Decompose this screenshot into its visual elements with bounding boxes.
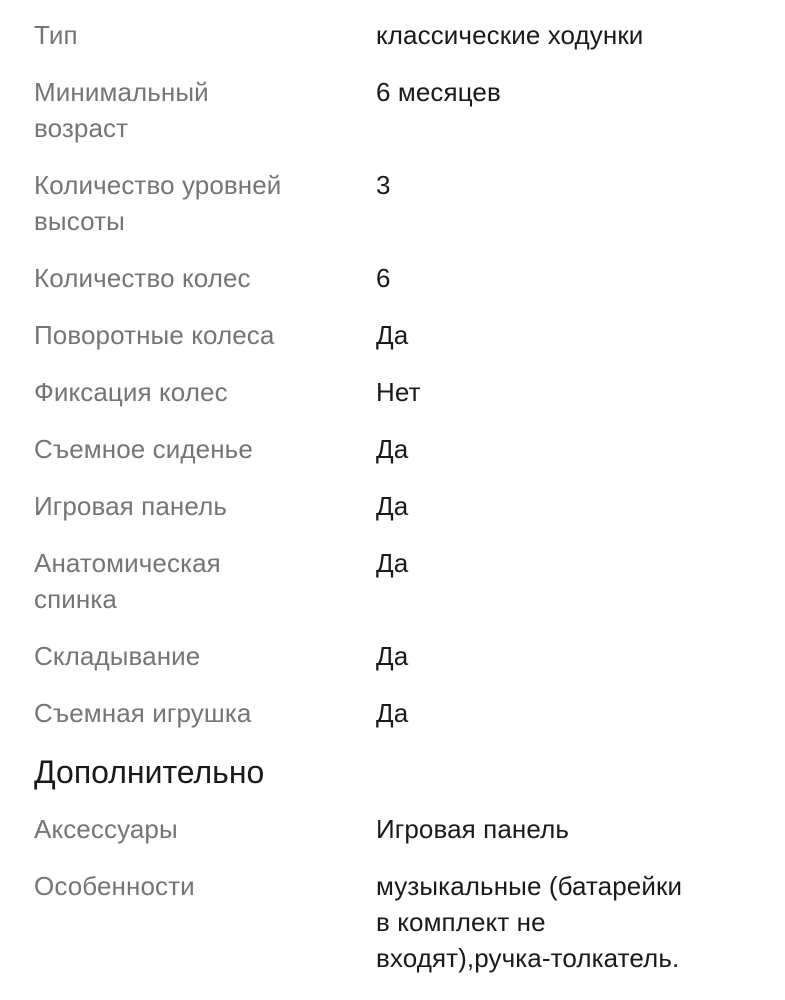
spec-row xyxy=(34,488,754,524)
spec-label: Поворотные колеса xyxy=(34,320,275,350)
spec-value: Да xyxy=(376,434,409,464)
spec-label: Количество уровней высоты xyxy=(34,170,282,236)
spec-row xyxy=(34,317,754,353)
spec-row xyxy=(34,545,754,617)
spec-value: 6 месяцев xyxy=(376,77,501,107)
spec-label: Фиксация колес xyxy=(34,377,228,407)
spec-row xyxy=(34,638,754,674)
spec-row xyxy=(34,811,754,847)
spec-label: Количество колес xyxy=(34,263,251,293)
spec-row xyxy=(34,695,754,731)
spec-row xyxy=(34,17,754,53)
section-title-additional: Дополнительно xyxy=(34,754,265,790)
spec-value: Да xyxy=(376,641,409,671)
spec-value: Игровая панель xyxy=(376,814,569,844)
spec-value: классические ходунки xyxy=(376,20,644,50)
spec-value: 6 xyxy=(376,263,391,293)
spec-label: Съемная игрушка xyxy=(34,698,252,728)
spec-value: музыкальные (батарейки в комплект не входят),ручка-толкатель. xyxy=(376,871,683,973)
spec-value: Да xyxy=(376,320,409,350)
specs-list xyxy=(34,17,754,997)
spec-row xyxy=(34,167,754,239)
spec-row xyxy=(34,431,754,467)
spec-value: Нет xyxy=(376,377,421,407)
additional-specs-section xyxy=(34,811,754,976)
spec-row xyxy=(34,74,754,146)
spec-label: Анатомическая спинка xyxy=(34,548,221,614)
spec-label: Съемное сиденье xyxy=(34,434,253,464)
main-specs-section xyxy=(34,17,754,731)
spec-label: Складывание xyxy=(34,641,201,671)
spec-value: Да xyxy=(376,491,409,521)
spec-label: Особенности xyxy=(34,871,195,901)
spec-row xyxy=(34,260,754,296)
spec-label: Игровая панель xyxy=(34,491,227,521)
spec-row xyxy=(34,374,754,410)
spec-value: Да xyxy=(376,548,409,578)
spec-label: Минимальный возраст xyxy=(34,77,209,143)
spec-label: Аксессуары xyxy=(34,814,178,844)
spec-value: Да xyxy=(376,698,409,728)
spec-value: 3 xyxy=(376,170,391,200)
spec-label: Тип xyxy=(34,20,78,50)
spec-row xyxy=(34,868,754,976)
